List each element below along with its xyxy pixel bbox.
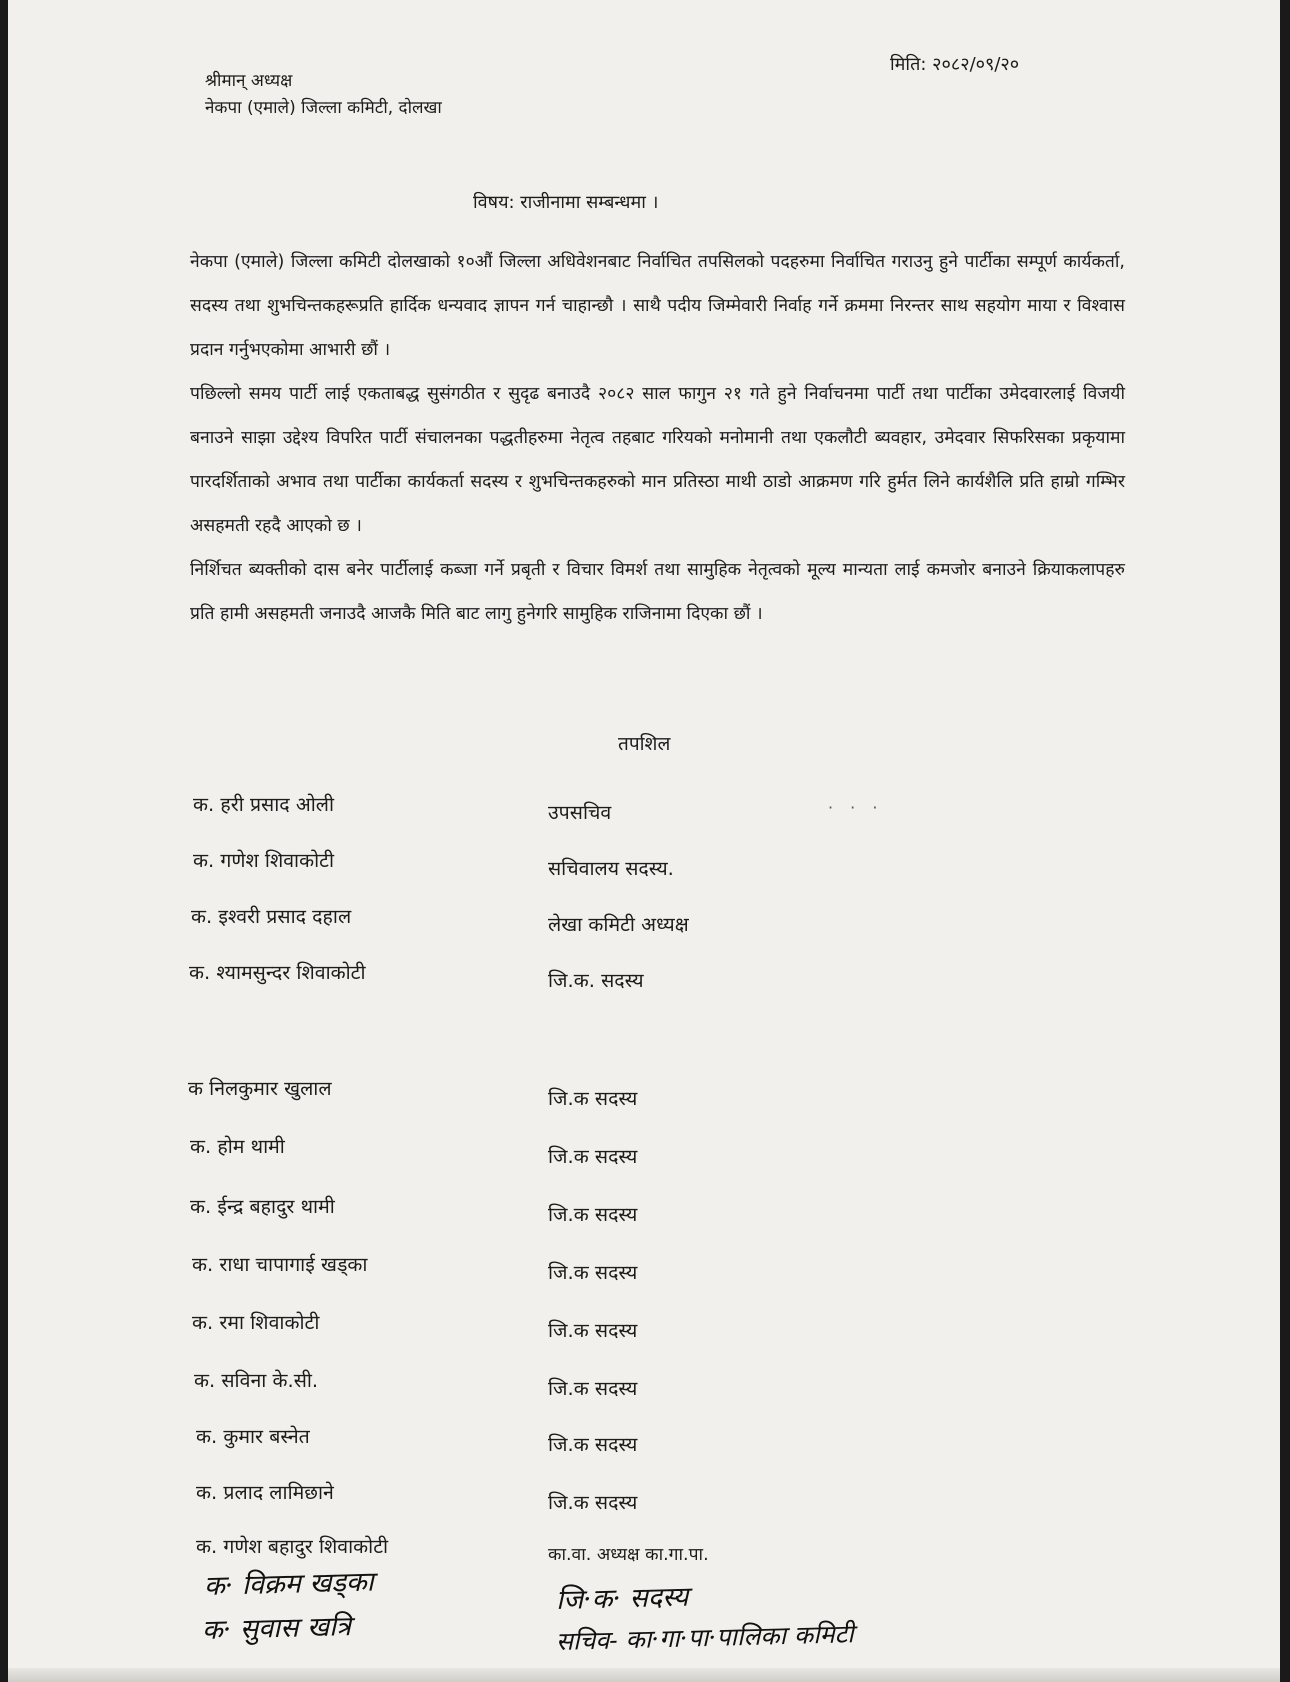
- member-role: का.वा. अध्यक्ष का.गा.पा.: [548, 1545, 709, 1565]
- member-role: जि.क. सदस्य: [548, 969, 644, 992]
- member-role: लेखा कमिटी अध्यक्ष: [548, 913, 689, 936]
- member-name: क. गणेश बहादुर शिवाकोटी: [196, 1535, 389, 1558]
- member-name: क. प्रलाद लामिछाने: [196, 1481, 334, 1504]
- handwritten-name: क· सुवास खत्रि: [201, 1611, 352, 1646]
- letter-sheet: [8, 0, 1280, 1682]
- member-role: जि.क सदस्य: [548, 1145, 638, 1168]
- body-paragraph-2: पछिल्लो समय पार्टी लाई एकताबद्ध सुसंगठीत र सुदृढ बनाउदै २०८२ साल फागुन २१ गते हुने निर्वाचनमा पार्टी तथा पार्टीका उमेदवारलाई विजयी बनाउने साझा उद्देश्य विपरित पार्टी संचालनका पद्धतीहरुमा नेतृत्व तहबाट गरियको मनोमानी तथा एकलौटी ब्यवहार, उमेदवार सिफरिसका प्रकृयामा पारदर्शिताको अभाव तथा पार्टीका कार्यकर्ता सदस्य र शुभचिन्तकहरुको मान प्रतिस्ठा माथी ठाडो आक्रमण गरि हुर्मत लिने कार्यशैलि प्रति हाम्रो गम्भिर असहमती रहदै आएको छ ।: [190, 384, 1125, 536]
- member-role: उपसचिव: [548, 801, 612, 824]
- member-role: जि.क सदस्य: [548, 1261, 638, 1284]
- member-name: क निलकुमार खुलाल: [188, 1077, 332, 1100]
- member-role: जि.क सदस्य: [548, 1433, 638, 1456]
- list-heading: तपशिल: [618, 733, 671, 755]
- member-name: क. हरी प्रसाद ओली: [193, 793, 335, 816]
- member-role: सचिवालय सदस्य.: [548, 857, 674, 880]
- member-name: क. इश्वरी प्रसाद दहाल: [191, 905, 352, 928]
- body-paragraph-1: नेकपा (एमाले) जिल्ला कमिटी दोलखाको १०औं जिल्ला अधिवेशनबाट निर्वाचित तपसिलको पदहरुमा निर्वाचित गराउनु हुने पार्टीका सम्पूर्ण कार्यकर्ता, सदस्य तथा शुभचिन्तकहरूप्रति हार्दिक धन्यवाद ज्ञापन गर्न चाहान्छौ । साथै पदीय जिम्मेवारी निर्वाह गर्ने क्रममा निरन्तर साथ सहयोग माया र विश्वास प्रदान गर्नुभएकोमा आभारी छौं ।: [190, 252, 1125, 360]
- letter-subject: विषय: राजीनामा सम्बन्धमा ।: [473, 192, 659, 213]
- member-role: जि.क सदस्य: [548, 1319, 638, 1342]
- letter-body: [190, 240, 1125, 636]
- letter-date: मिति: २०८२/०९/२०: [890, 54, 1020, 75]
- addressee-title: श्रीमान् अध्यक्ष: [205, 71, 293, 91]
- member-role: जि.क सदस्य: [548, 1377, 638, 1400]
- addressee-organization: नेकपा (एमाले) जिल्ला कमिटी, दोलखा: [205, 98, 442, 118]
- member-name: क. होम थामी: [190, 1135, 285, 1158]
- member-name: क. कुमार बस्नेत: [196, 1425, 310, 1448]
- member-name: क. ईन्द्र बहादुर थामी: [190, 1195, 335, 1218]
- member-role: जि.क सदस्य: [548, 1087, 638, 1110]
- member-name: क. सविना के.सी.: [194, 1369, 319, 1392]
- member-name: क. राधा चापागाई खड्का: [192, 1253, 368, 1276]
- handwritten-role: जि·क· सदस्य: [555, 1581, 689, 1616]
- member-name: क. गणेश शिवाकोटी: [193, 849, 335, 872]
- handwritten-name: क· विक्रम खड्का: [203, 1566, 375, 1602]
- body-paragraph-3: निर्शिचत ब्यक्तीको दास बनेर पार्टीलाई कब्जा गर्ने प्रबृती र विचार विमर्श तथा सामुहिक नेतृत्वको मूल्य मान्यता लाई कमजोर बनाउने क्रियाकलापहरु प्रति हामी असहमती जनाउदै आजकै मिति बाट लागु हुनेगरि सामुहिक राजिनामा दिएका छौं ।: [190, 560, 1125, 624]
- handwritten-role: सचिव- का·गा·पा·पालिका कमिटी: [555, 1619, 855, 1656]
- member-name: क. श्यामसुन्दर शिवाकोटी: [189, 961, 366, 984]
- member-name: क. रमा शिवाकोटी: [192, 1311, 320, 1334]
- member-role: जि.क सदस्य: [548, 1203, 638, 1226]
- member-role: जि.क सदस्य: [548, 1491, 638, 1514]
- ink-dots: · · ·: [828, 798, 884, 817]
- addressee-block: [205, 68, 442, 122]
